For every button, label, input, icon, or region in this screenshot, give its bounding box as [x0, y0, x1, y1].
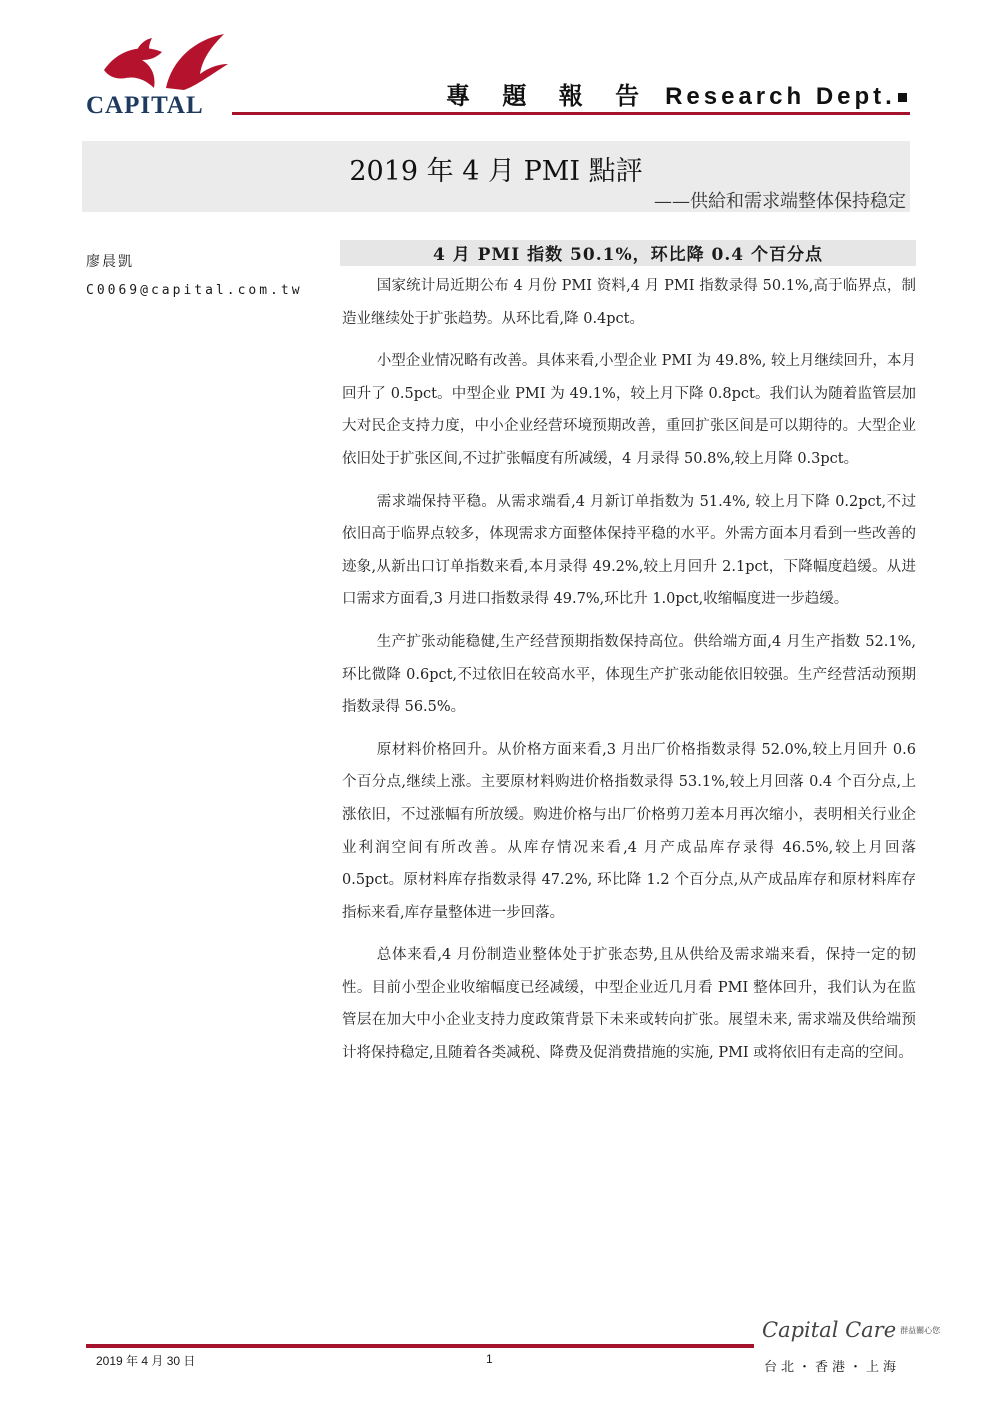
paragraph: 原材料价格回升。从价格方面来看,3 月出厂价格指数录得 52.0%,较上月回升 0.6 个百分点,继续上涨。主要原材料购进价格指数录得 53.1%,较上月回落 0.4 个百分点,上涨依旧，不过涨幅有所放缓。购进价格与出厂价格剪刀差本月再次缩小，表明相关行业企业利润空间有所改善。从库存情况来看,4 月产成品库存录得 46.5%,较上月回落 0.5pct。原材料库存指数录得 47.2%, 环比降 1.2 个百分点,从产成品库存和原材料库存指标来看,库存量整体进一步回落。	[342, 741, 916, 921]
paragraph: 小型企业情况略有改善。具体来看,小型企业 PMI 为 49.8%, 较上月继续回升，本月回升了 0.5pct。中型企业 PMI 为 49.1%，较上月下降 0.8pct。我们认为随着监管层加大对民企支持力度，中小企业经营环境预期改善，重回扩张区间是可以期待的。大型企业依旧处于扩张区间,不过扩张幅度有所减缓，4 月录得 50.8%,较上月降 0.3pct。	[342, 353, 916, 467]
paragraph: 生产扩张动能稳健,生产经营预期指数保持高位。供给端方面,4 月生产指数 52.1%,环比微降 0.6pct,不过依旧在较高水平，体现生产扩张动能依旧较强。生产经营活动预期指数录得 56.5%。	[342, 633, 916, 716]
office-cities: 台北・香港・上海	[764, 1360, 901, 1375]
department-heading	[446, 76, 907, 111]
title-banner	[82, 141, 910, 212]
paragraph: 国家统计局近期公布 4 月份 PMI 资料,4 月 PMI 指数录得 50.1%,高于临界点，制造业继续处于扩张趋势。从环比看,降 0.4pct。	[342, 278, 916, 327]
article-body	[342, 270, 916, 1080]
author-email[interactable]: C0069@capital.com.tw	[86, 283, 303, 298]
article-headline: 4 月 PMI 指数 50.1%，环比降 0.4 个百分点	[340, 240, 916, 266]
page-number: 1	[486, 1352, 493, 1366]
dept-zh: 專 題 報 告	[446, 82, 652, 110]
square-bullet-icon	[898, 93, 907, 102]
page-subtitle: ——供給和需求端整体保持稳定	[654, 191, 906, 212]
page-title: 2019 年 4 月 PMI 點評	[349, 156, 643, 187]
header-rule	[232, 112, 910, 115]
report-date: 2019 年 4 月 30 日	[96, 1354, 196, 1368]
brand-tagline: 群益關心您	[900, 1326, 941, 1335]
paragraph: 总体来看,4 月份制造业整体处于扩张态势,且从供给及需求端来看，保持一定的韧性。目前小型企业收缩幅度已经减缓，中型企业近几月看 PMI 整体回升，我们认为在监管层在加大中小企业支持力度政策背景下未来或转向扩张。展望未来, 需求端及供给端预计将保持稳定,且随着各类减税、降费及促消费措施的实施, PMI 或将依旧有走高的空间。	[342, 947, 916, 1062]
footer-rule	[86, 1344, 754, 1348]
logo-wordmark: CAPITAL	[86, 92, 204, 119]
brand-name: Capital Care	[762, 1318, 897, 1342]
author-name: 廖晨凱	[86, 254, 134, 270]
capital-care-logo	[762, 1318, 940, 1342]
dept-en: Research Dept.	[665, 83, 896, 110]
paragraph: 需求端保持平稳。从需求端看,4 月新订单指数为 51.4%, 较上月下降 0.2pct,不过依旧高于临界点较多，体现需求方面整体保持平稳的水平。外需方面本月看到一些改善的迹象,从新出口订单指数来看,本月录得 49.2%,较上月回升 2.1pct，下降幅度趋缓。从进口需求方面看,3 月进口指数录得 49.7%,环比升 1.0pct,收缩幅度进一步趋缓。	[342, 493, 916, 608]
